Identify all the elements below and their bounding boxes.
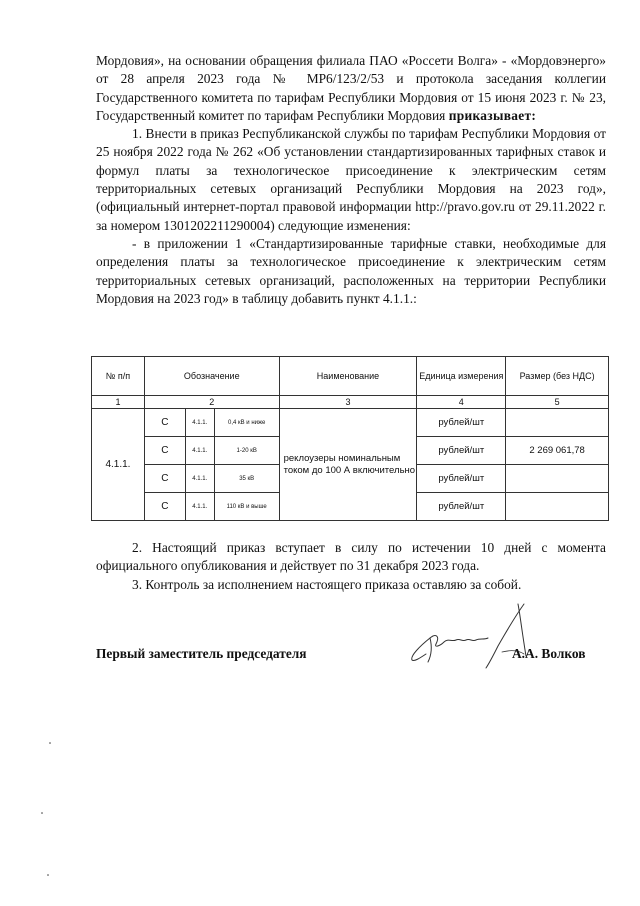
size-cell-empty [506,493,609,521]
closing-text [96,539,606,594]
designation-code: 4.1.1. [185,493,214,521]
table-row [92,409,609,437]
intro-paragraph: Мордовия», на основании обращения филиала ПАО «Россети Волга» - «Мордовэнерго» от 28 апреля 2023 года № МР6/123/2/53 и протокола заседания коллегии Государственного комитета по тарифам Республики Мордовия от 15 июня 2023 г. № 23, Государственный комитет по тарифам Республики Мордовия приказывает: [96,53,606,123]
designation-letter: С [144,465,185,493]
colnum-4: 4 [417,396,506,409]
designation-letter: С [144,409,185,437]
row-number-cell: 4.1.1. [92,409,145,521]
table-header-row [92,357,609,396]
signatory-role: Первый заместитель председателя [96,646,307,661]
colnum-2: 2 [144,396,279,409]
unit-cell: рублей/шт [417,465,506,493]
designation-letter: С [144,493,185,521]
scan-speck [47,874,49,876]
signatory-name: А.А. Волков [512,646,586,661]
unit-cell: рублей/шт [417,437,506,465]
colnum-1: 1 [92,396,145,409]
colnum-3: 3 [279,396,417,409]
unit-cell: рублей/шт [417,493,506,521]
designation-code: 4.1.1. [185,409,214,437]
scan-speck [41,812,43,814]
header-num: № п/п [92,357,145,396]
designation-code: 4.1.1. [185,465,214,493]
designation-voltage: 0,4 кВ и ниже [214,409,279,437]
item-3-paragraph: 3. Контроль за исполнением настоящего приказа оставляю за собой. [132,576,522,592]
item-1-paragraph: 1. Внести в приказ Республиканской службы по тарифам Республики Мордовия от 25 ноября 2022 года № 262 «Об установлении стандартизированных тарифных ставок и формул платы за технологическое присоединение к электрическим сетям территориальных сетевых организаций Республики Мордовия на 2023 год», (официальный интернет-портал правовой информации http://pravo.gov.ru от 29.11.2022 г. за номером 1301202211290004) следующие изменения: [96,126,606,233]
tariff-table [91,356,609,521]
item-2-paragraph: 2. Настоящий приказ вступает в силу по истечении 10 дней с момента официального опубликования и действует по 31 декабря 2023 года. [96,540,606,574]
header-name: Наименование [279,357,417,396]
size-cell: 2 269 061,78 [506,437,609,465]
colnum-5: 5 [506,396,609,409]
scan-speck [49,742,51,744]
item-1-sub-paragraph: - в приложении 1 «Стандартизированные тарифные ставки, необходимые для определения платы за технологическое присоединение к электрическим сетям территориальных сетевых организаций, расположенных на территории Республики Мордовия на 2023 год» в таблицу добавить пункт 4.1.1.: [96,235,606,306]
table-colnum-row [92,396,609,409]
header-designation: Обозначение [144,357,279,396]
size-cell-empty [506,465,609,493]
size-cell-empty [506,409,609,437]
handwritten-signature [406,596,546,676]
designation-voltage: 110 кВ и выше [214,493,279,521]
designation-letter: С [144,437,185,465]
designation-code: 4.1.1. [185,437,214,465]
header-unit: Единица измерения [417,357,506,396]
order-body-text [96,52,606,308]
header-size: Размер (без НДС) [506,357,609,396]
name-cell: реклоузеры номинальным током до 100 А включительно [279,409,417,521]
orders-keyword: приказывает: [448,107,537,123]
designation-voltage: 1-20 кВ [214,437,279,465]
designation-voltage: 35 кВ [214,465,279,493]
unit-cell: рублей/шт [417,409,506,437]
